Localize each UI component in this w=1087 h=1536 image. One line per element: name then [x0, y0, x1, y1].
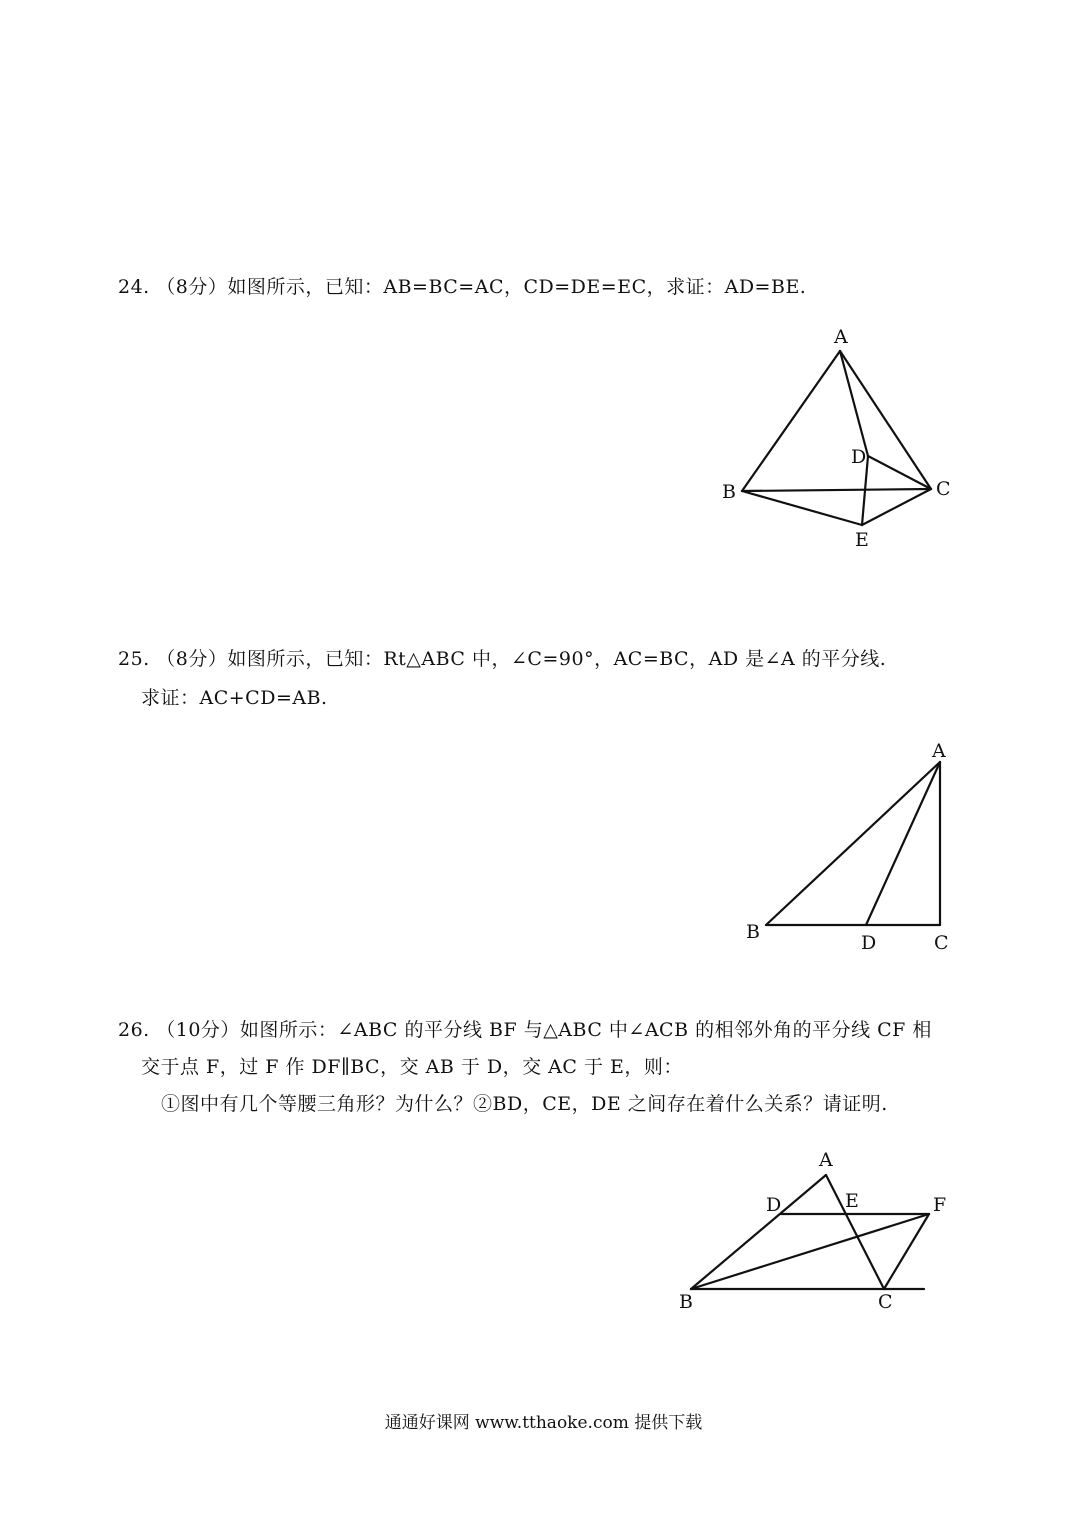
problem-24-statement: 24. （8分）如图所示，已知：AB=BC=AC，CD=DE=EC，求证：AD=BE.: [118, 276, 807, 298]
label-a: A: [819, 1149, 833, 1171]
label-b: B: [679, 1291, 693, 1313]
problem-25-statement: 25. （8分）如图所示，已知：Rt△ABC 中，∠C=90°，AC=BC，AD 是∠A 的平分线.: [118, 648, 887, 670]
label-f: F: [933, 1194, 947, 1216]
label-d: D: [851, 446, 867, 468]
label-a: A: [834, 326, 848, 348]
problem-26-statement-line2: 交于点 F，过 F 作 DF∥BC，交 AB 于 D，交 AC 于 E，则：: [141, 1056, 683, 1078]
page-footer: 通通好课网 www.tthaoke.com 提供下载: [384, 1413, 703, 1433]
label-c: C: [934, 932, 949, 954]
label-d: D: [861, 932, 877, 954]
problem-26-question: ①图中有几个等腰三角形？为什么？②BD，CE，DE 之间存在着什么关系？请证明.: [161, 1093, 888, 1115]
segment-ab: [691, 1175, 826, 1289]
label-d: D: [766, 1194, 782, 1216]
problem-25-prove: 求证：AC+CD=AB.: [141, 687, 328, 709]
label-c: C: [936, 478, 951, 500]
label-c: C: [878, 1291, 893, 1313]
label-a: A: [932, 740, 946, 762]
label-e: E: [845, 1190, 859, 1212]
segment-bf: [691, 1214, 929, 1289]
label-b: B: [722, 481, 736, 503]
label-e: E: [855, 529, 869, 551]
label-b: B: [746, 921, 760, 943]
problem-26-statement-line1: 26. （10分）如图所示：∠ABC 的平分线 BF 与△ABC 中∠ACB 的相邻外角的平分线 CF 相: [118, 1019, 932, 1041]
